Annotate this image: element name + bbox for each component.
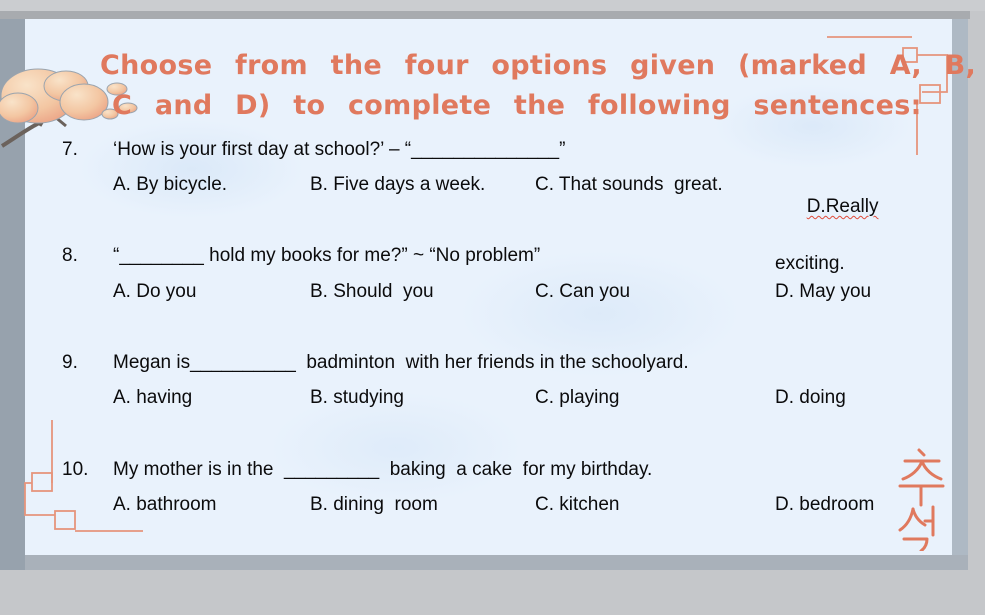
option-d-line1: D.Really <box>806 196 879 217</box>
chuseok-stamp <box>898 447 946 551</box>
question-stem: ‘How is your first day at school?’ – “______________” <box>113 139 566 160</box>
question-number: 10. <box>62 459 89 480</box>
slide-title <box>100 46 976 126</box>
option-a: A. Do you <box>113 281 197 302</box>
title-line-1: Choose from the four options given (marked A, B, <box>100 50 977 81</box>
question-number: 9. <box>62 352 78 373</box>
option-a: A. By bicycle. <box>113 174 228 195</box>
question-stem: “________ hold my books for me?” ~ “No problem” <box>113 245 541 266</box>
option-c: C. That sounds great. <box>535 174 723 195</box>
slide-frame-top <box>0 11 970 19</box>
option-c: C. Can you <box>535 281 631 302</box>
option-a: A. bathroom <box>113 494 217 515</box>
option-c: C. kitchen <box>535 494 620 515</box>
option-b: B. Should you <box>310 281 434 302</box>
option-d: D. May you <box>775 281 872 302</box>
option-d-line2: exciting. <box>775 253 845 274</box>
question-number: 8. <box>62 245 78 266</box>
option-b: B. studying <box>310 387 404 408</box>
option-a: A. having <box>113 387 193 408</box>
window-top-strip <box>0 0 985 11</box>
option-b: B. dining room <box>310 494 438 515</box>
slide-frame-bottom <box>25 555 968 570</box>
option-d: D. doing <box>775 387 846 408</box>
title-line-2: C and D) to complete the following sentences: <box>112 90 922 121</box>
option-b: B. Five days a week. <box>310 174 486 195</box>
option-d: D. bedroom <box>775 494 875 515</box>
option-c: C. playing <box>535 387 620 408</box>
question-number: 7. <box>62 139 78 160</box>
question-stem: Megan is__________ badminton with her friends in the schoolyard. <box>113 352 689 373</box>
question-stem: My mother is in the _________ baking a cake for my birthday. <box>113 459 653 480</box>
